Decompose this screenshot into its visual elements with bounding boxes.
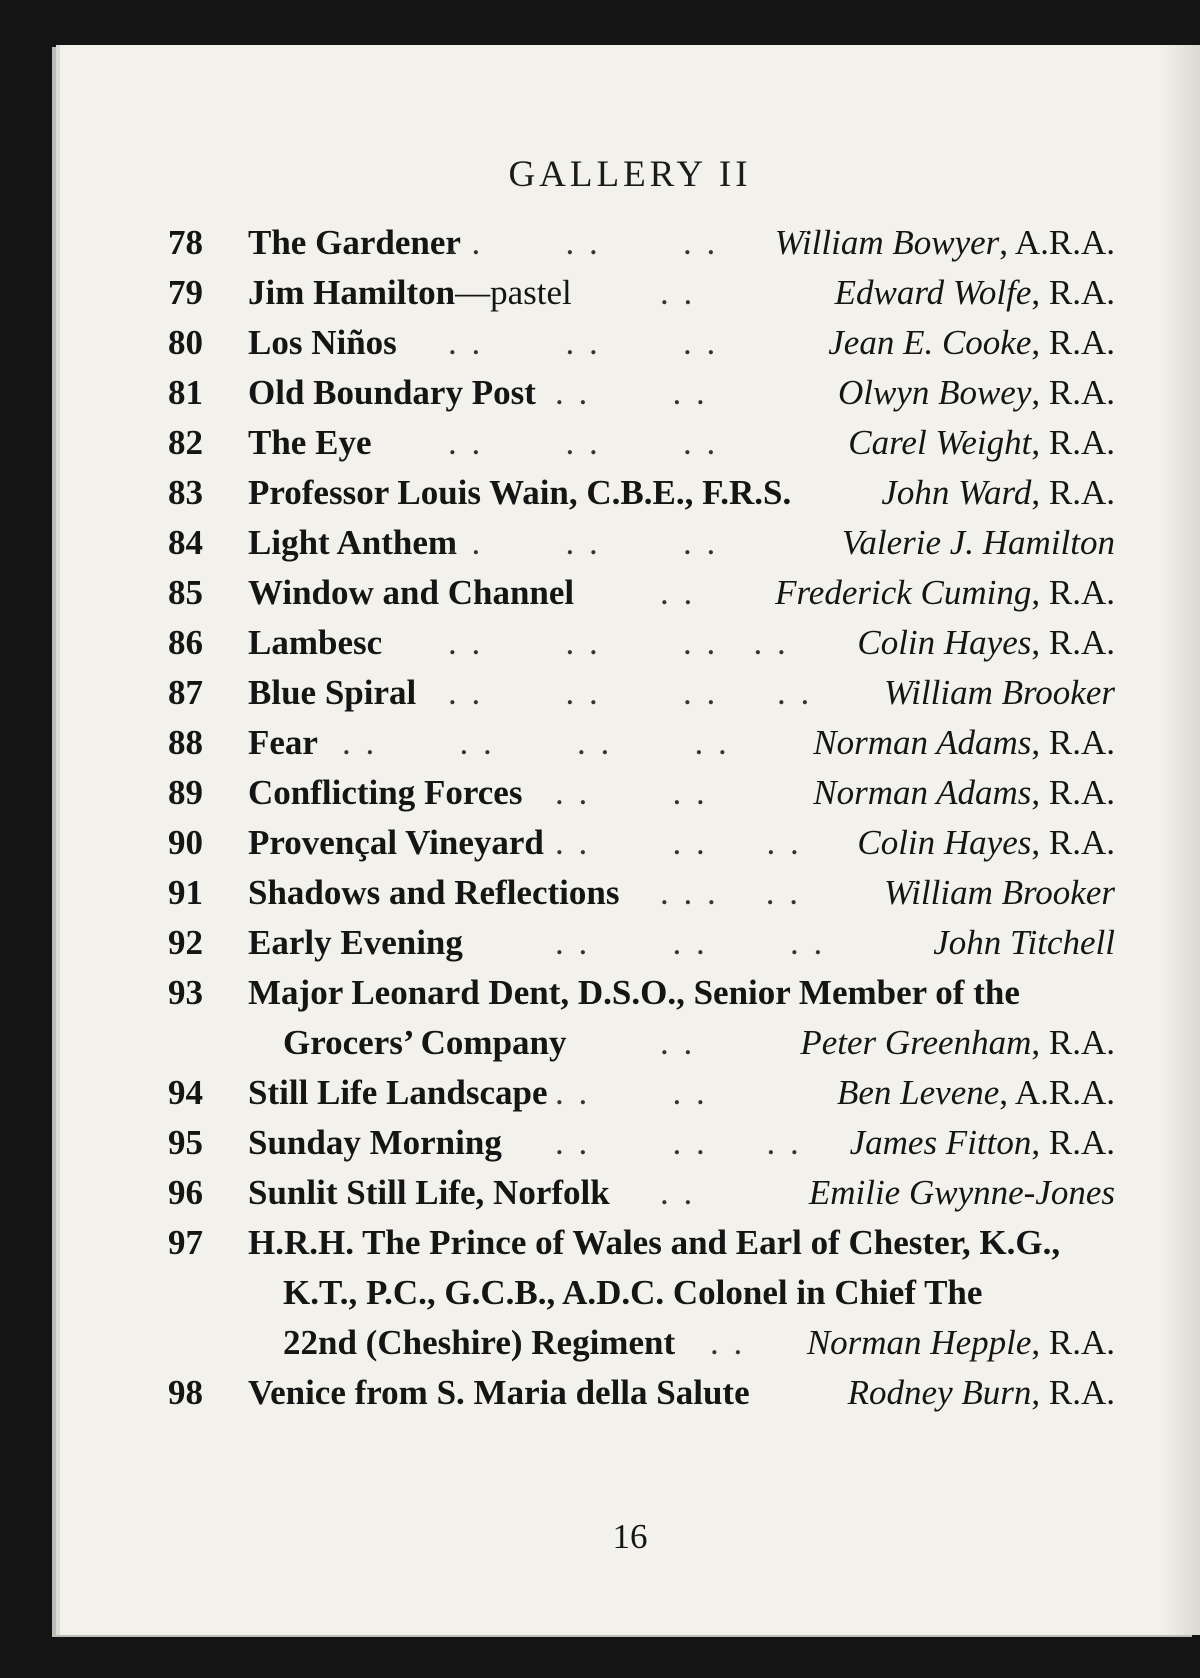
artist-name: Jean E. Cooke bbox=[828, 323, 1032, 362]
entry-number: 89 bbox=[168, 773, 203, 812]
entry-94 bbox=[60, 1073, 1200, 1123]
leader-dots: . . . . . . bbox=[555, 1123, 802, 1162]
entry-number: 85 bbox=[168, 573, 203, 612]
leader-dots: . . . . . . bbox=[555, 823, 802, 862]
entry-title-continued-2: 22nd (Cheshire) Regiment bbox=[283, 1323, 676, 1362]
entry-artist bbox=[775, 223, 1115, 263]
entry-artist bbox=[838, 373, 1115, 413]
artist-name: John Titchell bbox=[933, 923, 1115, 962]
artist-name: Carel Weight bbox=[848, 423, 1032, 462]
artist-name: Norman Adams bbox=[813, 773, 1032, 812]
entry-title: Early Evening bbox=[248, 923, 463, 962]
entry-list bbox=[60, 223, 1200, 1423]
entry-87 bbox=[60, 673, 1200, 723]
entry-80 bbox=[60, 323, 1200, 373]
artist-honour: , R.A. bbox=[1031, 823, 1115, 862]
entry-artist bbox=[800, 1023, 1115, 1063]
entry-artist bbox=[850, 1123, 1115, 1163]
entry-title: Still Life Landscape bbox=[248, 1073, 548, 1112]
entry-title: Shadows and Reflections bbox=[248, 873, 620, 912]
entry-number: 91 bbox=[168, 873, 203, 912]
entry-artist bbox=[857, 823, 1115, 863]
artist-honour: , R.A. bbox=[1031, 1323, 1115, 1362]
entry-artist bbox=[857, 623, 1115, 663]
entry-artist bbox=[813, 773, 1115, 813]
entry-title: Sunlit Still Life, Norfolk bbox=[248, 1173, 610, 1212]
entry-artist bbox=[884, 873, 1115, 913]
leader-dots: . . . . . . . . bbox=[448, 623, 789, 662]
entry-artist bbox=[842, 523, 1115, 563]
artist-name: Frederick Cuming bbox=[775, 573, 1032, 612]
entry-title: Old Boundary Post bbox=[248, 373, 536, 412]
artist-honour: , R.A. bbox=[1031, 773, 1115, 812]
entry-number: 84 bbox=[168, 523, 203, 562]
entry-title: Professor Louis Wain, C.B.E., F.R.S. bbox=[248, 473, 792, 512]
artist-name: Valerie J. Hamilton bbox=[841, 523, 1115, 562]
entry-92 bbox=[60, 923, 1200, 973]
gallery-heading: GALLERY II bbox=[508, 154, 752, 195]
entry-97-continued bbox=[60, 1273, 1200, 1323]
artist-name: Rodney Burn bbox=[847, 1373, 1032, 1412]
entry-artist bbox=[835, 273, 1115, 313]
entry-artist bbox=[848, 423, 1115, 463]
artist-honour: , R.A. bbox=[1031, 573, 1115, 612]
leader-dots: . . . . . . . . bbox=[448, 673, 813, 712]
entry-title: Provençal Vineyard bbox=[248, 823, 544, 862]
entry-86 bbox=[60, 623, 1200, 673]
artist-honour: , A.R.A. bbox=[999, 1073, 1115, 1112]
entry-number: 94 bbox=[168, 1073, 203, 1112]
entry-artist bbox=[884, 673, 1115, 713]
artist-name: James Fitton bbox=[849, 1123, 1032, 1162]
entry-number: 82 bbox=[168, 423, 203, 462]
entry-85 bbox=[60, 573, 1200, 623]
entry-78 bbox=[60, 223, 1200, 273]
entry-88 bbox=[60, 723, 1200, 773]
artist-name: William Bowyer bbox=[774, 223, 1000, 262]
artist-name: Colin Hayes bbox=[857, 823, 1032, 862]
entry-title: Conflicting Forces bbox=[248, 773, 523, 812]
artist-honour: , R.A. bbox=[1031, 723, 1115, 762]
entry-number: 81 bbox=[168, 373, 203, 412]
artist-honour: , A.R.A. bbox=[999, 223, 1115, 262]
title-medium: —pastel bbox=[455, 273, 572, 312]
entry-90 bbox=[60, 823, 1200, 873]
entry-artist bbox=[828, 323, 1115, 363]
entry-number: 86 bbox=[168, 623, 203, 662]
entry-96 bbox=[60, 1173, 1200, 1223]
artist-honour: , R.A. bbox=[1031, 423, 1115, 462]
entry-81 bbox=[60, 373, 1200, 423]
entry-title: Venice from S. Maria della Salute bbox=[248, 1373, 750, 1412]
artist-name: Peter Greenham bbox=[800, 1023, 1032, 1062]
leader-dots: . . . . bbox=[555, 773, 708, 812]
title-text: Jim Hamilton bbox=[248, 273, 456, 312]
leader-dots: . . . . . . . . bbox=[342, 723, 730, 762]
entry-number: 98 bbox=[168, 1373, 203, 1412]
entry-artist bbox=[813, 723, 1115, 763]
entry-title: Los Niños bbox=[248, 323, 397, 362]
entry-artist bbox=[933, 923, 1115, 963]
entry-97-continued-2 bbox=[60, 1323, 1200, 1373]
entry-artist bbox=[848, 1373, 1115, 1413]
entry-84 bbox=[60, 523, 1200, 573]
leader-dots: . . . . . . bbox=[448, 223, 719, 262]
entry-number: 88 bbox=[168, 723, 203, 762]
artist-honour: , R.A. bbox=[1031, 1123, 1115, 1162]
entry-89 bbox=[60, 773, 1200, 823]
entry-number: 83 bbox=[168, 473, 203, 512]
artist-name: Emilie Gwynne-Jones bbox=[808, 1173, 1115, 1212]
entry-number: 80 bbox=[168, 323, 203, 362]
entry-91 bbox=[60, 873, 1200, 923]
entry-title: Window and Channel bbox=[248, 573, 575, 612]
entry-number: 96 bbox=[168, 1173, 203, 1212]
artist-honour: , R.A. bbox=[1031, 273, 1115, 312]
entry-number: 92 bbox=[168, 923, 203, 962]
artist-name: John Ward bbox=[881, 473, 1032, 512]
artist-name: Edward Wolfe bbox=[834, 273, 1032, 312]
entry-title: Fear bbox=[248, 723, 318, 762]
artist-name: Colin Hayes bbox=[857, 623, 1032, 662]
leader-dots: . . . . . . bbox=[448, 423, 719, 462]
artist-name: Norman Hepple bbox=[806, 1323, 1032, 1362]
artist-name: William Brooker bbox=[883, 873, 1115, 912]
artist-honour: , R.A. bbox=[1031, 323, 1115, 362]
leader-dots: . . . . . . bbox=[448, 323, 719, 362]
entry-artist bbox=[881, 473, 1115, 513]
entry-79 bbox=[60, 273, 1200, 323]
leader-dots: . . bbox=[660, 1173, 696, 1212]
leader-dots: . . . . . . bbox=[448, 523, 719, 562]
entry-title: The Eye bbox=[248, 423, 372, 462]
entry-artist bbox=[837, 1073, 1115, 1113]
entry-artist bbox=[775, 573, 1115, 613]
entry-title: Major Leonard Dent, D.S.O., Senior Member of the bbox=[248, 973, 1020, 1012]
entry-title-continued: K.T., P.C., G.C.B., A.D.C. Colonel in Chief The bbox=[283, 1273, 983, 1312]
artist-name: Norman Adams bbox=[813, 723, 1032, 762]
entry-number: 90 bbox=[168, 823, 203, 862]
entry-82 bbox=[60, 423, 1200, 473]
entry-title: H.R.H. The Prince of Wales and Earl of Chester, K.G., bbox=[248, 1223, 1061, 1262]
leader-dots: . . bbox=[660, 1023, 696, 1062]
entry-number: 95 bbox=[168, 1123, 203, 1162]
leader-dots: . . . . . . bbox=[555, 923, 826, 962]
entry-title: Lambesc bbox=[248, 623, 383, 662]
entry-83 bbox=[60, 473, 1200, 523]
entry-number: 93 bbox=[168, 973, 203, 1012]
entry-93-continued bbox=[60, 1023, 1200, 1073]
leader-dots: . . . . bbox=[555, 373, 708, 412]
artist-honour: , R.A. bbox=[1031, 1023, 1115, 1062]
entry-artist bbox=[809, 1173, 1115, 1213]
entry-number: 79 bbox=[168, 273, 203, 312]
leader-dots: . . . . . bbox=[660, 873, 801, 912]
artist-honour: , R.A. bbox=[1031, 623, 1115, 662]
artist-honour: , R.A. bbox=[1031, 1373, 1115, 1412]
entry-title: The Gardener bbox=[248, 223, 461, 262]
artist-name: Ben Levene bbox=[837, 1073, 1000, 1112]
entry-title: Light Anthem bbox=[248, 523, 458, 562]
catalogue-page bbox=[60, 45, 1200, 1635]
entry-98 bbox=[60, 1373, 1200, 1423]
entry-93 bbox=[60, 973, 1200, 1023]
leader-dots: . . bbox=[660, 273, 696, 312]
entry-artist bbox=[807, 1323, 1115, 1363]
leader-dots: . . bbox=[710, 1323, 746, 1362]
entry-95 bbox=[60, 1123, 1200, 1173]
entry-number: 78 bbox=[168, 223, 203, 262]
entry-title bbox=[248, 273, 572, 313]
page-number: 16 bbox=[612, 1517, 648, 1556]
artist-honour: , R.A. bbox=[1031, 373, 1115, 412]
entry-number: 97 bbox=[168, 1223, 203, 1262]
artist-name: William Brooker bbox=[883, 673, 1115, 712]
entry-97 bbox=[60, 1223, 1200, 1273]
artist-name: Olwyn Bowey bbox=[837, 373, 1032, 412]
artist-honour: , R.A. bbox=[1031, 473, 1115, 512]
entry-title: Sunday Morning bbox=[248, 1123, 502, 1162]
leader-dots: . . bbox=[660, 573, 696, 612]
entry-title: Blue Spiral bbox=[248, 673, 417, 712]
entry-title-continued: Grocers’ Company bbox=[283, 1023, 567, 1062]
leader-dots: . . . . bbox=[555, 1073, 708, 1112]
entry-number: 87 bbox=[168, 673, 203, 712]
